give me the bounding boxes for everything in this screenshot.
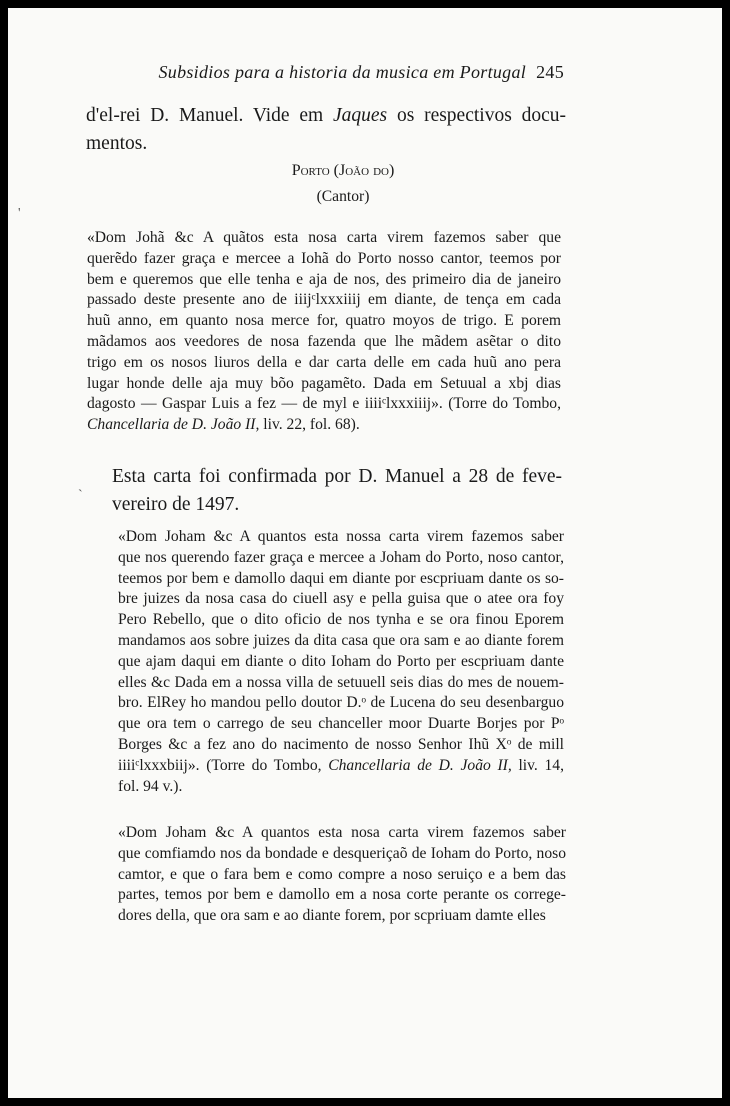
margin-mark: ': [18, 206, 21, 221]
text-run: que comfiamdo nos da bondade e desqueriçaõ de Ioham do Porto, noso: [118, 844, 566, 862]
text-line: [118, 865, 566, 886]
text-run: bro. ElRey ho mandou pello doutor D.ᵒ de Lucena do seu desenbarguo: [118, 694, 564, 712]
text-run: querẽdo fazer graça e mercee a Iohã do Porto nosso cantor, teemos por: [87, 249, 561, 267]
text-line: [118, 714, 564, 735]
text-run: que ora tem o carrego de seu chanceller moor Duarte Borjes por Pᵒ: [118, 715, 564, 733]
text-line: [118, 527, 564, 548]
text-run: lugar honde delle aja muy bõo pagamẽto. Dada em Setuual a xbj dias: [87, 374, 561, 392]
text-line: [87, 332, 561, 353]
text-line: [87, 228, 561, 249]
text-run: huũ anno, em quanto nosa merce for, quatro moyos de trigo. E porem: [87, 312, 561, 330]
text-line: [87, 290, 561, 311]
text-line: [118, 756, 564, 777]
text-run: mentos.: [86, 133, 148, 154]
text-line: [118, 631, 564, 652]
text-line: [118, 844, 566, 865]
text-line: [87, 394, 561, 415]
text-line: [118, 569, 564, 590]
document-quote-3: [118, 823, 566, 927]
text-line: [86, 102, 566, 130]
margin-mark: `: [78, 488, 83, 503]
text-line: [87, 270, 561, 291]
text-line: [118, 610, 564, 631]
text-run: teemos por bem e damollo daqui em diante por escpriuam dante os so-: [118, 569, 564, 587]
text-run: vereiro de 1497.: [112, 494, 240, 515]
text-run: d'el-rei D. Manuel. Vide em: [86, 105, 333, 126]
text-line: [118, 589, 564, 610]
italic-citation: Chancellaria de D. João II,: [328, 756, 512, 774]
text-line: [118, 885, 566, 906]
text-run: bem e queremos que elle tenha e aja de nos, des primeiro dia de janeiro: [87, 270, 561, 288]
text-run: liv. 22, fol. 68).: [259, 416, 360, 434]
italic-citation: Jaques: [332, 105, 388, 126]
text-line: [118, 735, 564, 756]
text-line: [112, 491, 562, 519]
running-head-title: Subsidios para a historia da musica em Portugal: [158, 62, 527, 82]
document-quote-2: [118, 527, 564, 797]
text-line: [87, 311, 561, 332]
italic-citation: Chancellaria de D. João II,: [87, 416, 260, 434]
text-run: «Dom Joham &c A quantos esta nossa carta virem fazemos saber: [118, 528, 564, 545]
text-run: iiiiᶜlxxxbiij». (Torre do Tombo,: [118, 756, 329, 774]
text-run: «Dom Johã &c A quãtos esta nosa carta virem fazemos saber que: [87, 229, 561, 246]
text-line: [118, 548, 564, 569]
text-run: que ajam daqui em diante o dito Ioham do Porto per escpriuam dante: [118, 652, 564, 670]
text-run: fol. 94 v.).: [118, 777, 183, 795]
text-run: liv. 14,: [511, 756, 564, 774]
text-run: dores della, que ora sam e ao diante forem, por scpriuam damte elles: [118, 907, 546, 925]
document-quote-1: [87, 228, 561, 436]
text-line: [112, 463, 562, 491]
text-run: bre juizes da nosa casa do ciuell asy e pella guisa que o atee ora foy: [118, 590, 564, 608]
text-line: [118, 652, 564, 673]
text-run: elles &c Dada em a nossa villa de setuuell seis dias do mes de nouem-: [118, 673, 564, 691]
text-line: [87, 415, 561, 436]
text-line: [118, 693, 564, 714]
text-run: «Dom Joham &c A quantos esta nosa carta virem fazemos saber: [118, 824, 566, 841]
text-run: que nos querendo fazer graça e mercee a Joham do Porto, noso cantor,: [118, 548, 564, 566]
section-heading: Porto (João do): [291, 162, 395, 179]
text-run: mãdamos aos veedores de nosa fazenda que lhe mãdem asẽtar o dito: [87, 332, 561, 350]
text-line: [118, 823, 566, 844]
text-line: [86, 130, 566, 158]
text-line: [87, 249, 561, 270]
text-line: [118, 906, 566, 927]
text-run: camtor, e que o fara bem e como compre a noso seruiço e a bem das: [118, 865, 566, 883]
text-run: partes, temos por bem e damollo em a nosa corte perante os correge-: [118, 886, 566, 904]
book-page: [8, 8, 722, 1098]
text-line: [118, 673, 564, 694]
text-run: dagosto — Gaspar Luis a fez — de myl e iiiiᶜlxxxiiij». (Torre do Tombo,: [87, 395, 561, 413]
text-run: trigo em os nosos liuros della e dar carta delle em cada huũ ano pera: [87, 353, 561, 371]
confirmation-paragraph: [112, 463, 562, 519]
text-line: [87, 353, 561, 374]
intro-paragraph: [86, 102, 566, 158]
text-line: [87, 374, 561, 395]
text-run: Borges &c a fez ano do nacimento de nosso Senhor Ihũ Xᵒ de mill: [118, 735, 564, 753]
section-subheading: (Cantor): [316, 188, 370, 205]
text-line: [118, 777, 564, 798]
page-number: 245: [536, 62, 564, 82]
text-run: Pero Rebello, que o dito oficio de nos tynha e se ora finou Eporem: [118, 611, 564, 629]
text-run: passado deste presente ano de iiijᶜlxxxiiij em diante, de tença em cada: [87, 291, 561, 309]
text-run: mandamos aos sobre juizes da dita casa que ora sam e ao diante forem: [118, 631, 564, 649]
text-run: os respectivos docu-: [387, 105, 566, 126]
text-run: Esta carta foi confirmada por D. Manuel a 28 de feve-: [112, 466, 562, 487]
running-head: [8, 62, 564, 83]
